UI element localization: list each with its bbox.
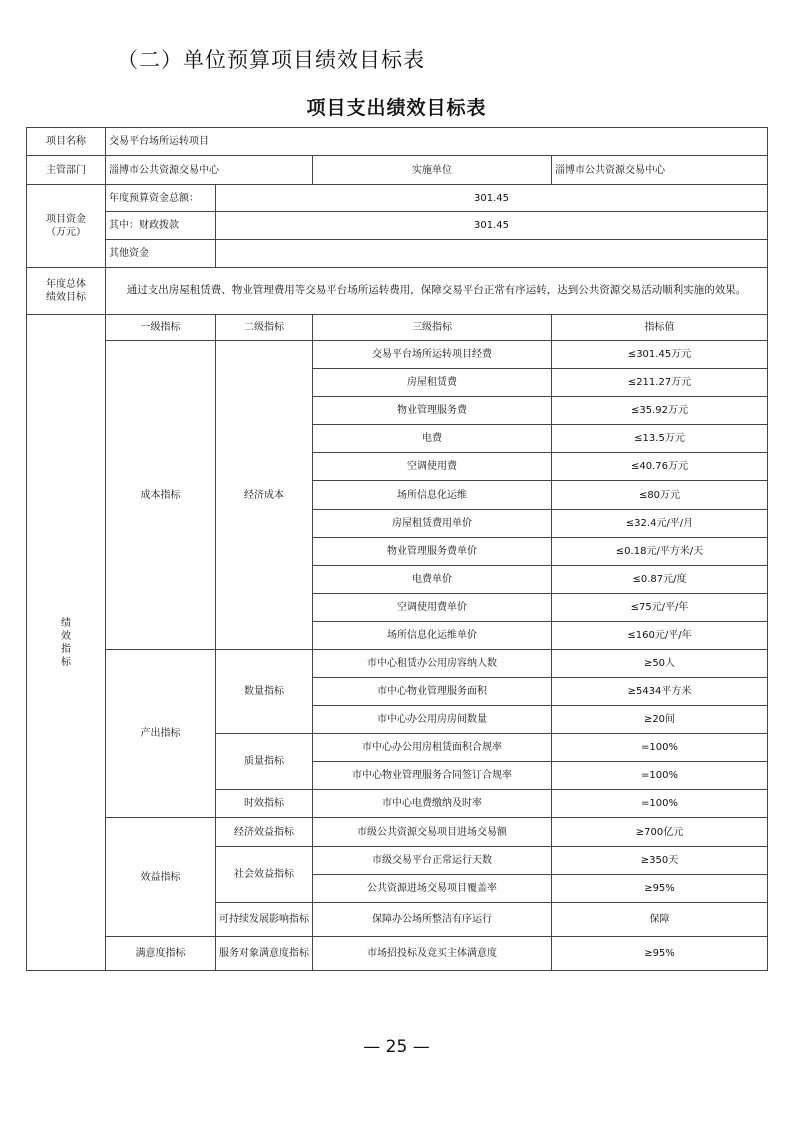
indicator-name: 市中心办公用房房间数量 bbox=[313, 706, 552, 734]
level1-satisfaction: 满意度指标 bbox=[106, 937, 216, 971]
level2-quantity: 数量指标 bbox=[216, 650, 313, 734]
department-label: 主管部门 bbox=[27, 156, 106, 185]
level2-quality: 质量指标 bbox=[216, 734, 313, 790]
page-number: — 25 — bbox=[363, 1037, 430, 1057]
annual-goal-label-line1: 年度总体 bbox=[46, 279, 86, 290]
indicator-value: ≤75元/平/年 bbox=[552, 594, 768, 622]
fiscal-allocation-label: 其中：财政拨款 bbox=[106, 212, 216, 240]
annual-total-label: 年度预算资金总额： bbox=[106, 185, 216, 212]
indicator-value: ≤160元/平/年 bbox=[552, 622, 768, 650]
level2-timeliness: 时效指标 bbox=[216, 790, 313, 818]
indicator-name: 交易平台场所运转项目经费 bbox=[313, 341, 552, 369]
indicator-value: ≤32.4元/平/月 bbox=[552, 510, 768, 538]
indicator-value: ≤301.45万元 bbox=[552, 341, 768, 369]
level2-service-satisfaction: 服务对象满意度指标 bbox=[216, 937, 313, 971]
indicator-name: 空调使用费单价 bbox=[313, 594, 552, 622]
level2-sustainable: 可持续发展影响指标 bbox=[216, 903, 313, 937]
indicator-value: ≥50人 bbox=[552, 650, 768, 678]
section-char: 标 bbox=[61, 656, 71, 668]
level1-output: 产出指标 bbox=[106, 650, 216, 818]
level1-cost: 成本指标 bbox=[106, 341, 216, 650]
project-funds-unit: （万元） bbox=[46, 227, 86, 238]
indicator-value: ≥700亿元 bbox=[552, 818, 768, 847]
project-funds-label bbox=[27, 185, 106, 268]
level2-economic-cost: 经济成本 bbox=[216, 341, 313, 650]
indicator-name: 电费 bbox=[313, 425, 552, 453]
section-char: 效 bbox=[61, 630, 71, 642]
other-funds-label: 其他资金 bbox=[106, 240, 216, 268]
indicator-value: ≤211.27万元 bbox=[552, 369, 768, 397]
section-char: 绩 bbox=[61, 617, 71, 629]
indicator-value: ≥95% bbox=[552, 875, 768, 903]
header-level1: 一级指标 bbox=[106, 315, 216, 341]
indicator-name: 市中心物业管理服务面积 bbox=[313, 678, 552, 706]
indicator-name: 场所信息化运维单价 bbox=[313, 622, 552, 650]
indicator-name: 公共资源进场交易项目覆盖率 bbox=[313, 875, 552, 903]
indicator-name: 保障办公场所整洁有序运行 bbox=[313, 903, 552, 937]
indicator-name: 市级公共资源交易项目进场交易额 bbox=[313, 818, 552, 847]
indicator-name: 市级交易平台正常运行天数 bbox=[313, 847, 552, 875]
header-value: 指标值 bbox=[552, 315, 768, 341]
indicator-value: ≤0.87元/度 bbox=[552, 566, 768, 594]
header-level2: 二级指标 bbox=[216, 315, 313, 341]
other-funds-value bbox=[216, 240, 768, 268]
indicator-value: ≥20间 bbox=[552, 706, 768, 734]
header-level3: 三级指标 bbox=[313, 315, 552, 341]
indicator-value: ≤13.5万元 bbox=[552, 425, 768, 453]
indicator-name: 市中心物业管理服务合同签订合规率 bbox=[313, 762, 552, 790]
section-char: 指 bbox=[61, 643, 71, 655]
implementing-unit-label: 实施单位 bbox=[313, 156, 552, 185]
indicator-value: =100% bbox=[552, 790, 768, 818]
annual-total-value: 301.45 bbox=[216, 185, 768, 212]
level2-social-benefit: 社会效益指标 bbox=[216, 847, 313, 903]
project-funds-label-text: 项目资金 bbox=[46, 214, 86, 225]
performance-target-table bbox=[26, 127, 768, 971]
table-title: 项目支出绩效目标表 bbox=[306, 97, 487, 119]
indicator-value: ≥5434平方米 bbox=[552, 678, 768, 706]
indicator-name: 市中心租赁办公用房容纳人数 bbox=[313, 650, 552, 678]
section-title: （二）单位预算项目绩效目标表 bbox=[117, 48, 425, 72]
indicator-value: 保障 bbox=[552, 903, 768, 937]
indicator-name: 物业管理服务费 bbox=[313, 397, 552, 425]
indicator-name: 场所信息化运维 bbox=[313, 481, 552, 510]
indicator-name: 市中心办公用房租赁面积合规率 bbox=[313, 734, 552, 762]
indicator-name: 空调使用费 bbox=[313, 453, 552, 481]
indicator-name: 市场招投标及竞买主体满意度 bbox=[313, 937, 552, 971]
indicator-name: 房屋租赁费用单价 bbox=[313, 510, 552, 538]
indicator-value: ≥95% bbox=[552, 937, 768, 971]
performance-indicator-section-label bbox=[27, 315, 106, 971]
indicator-value: ≥350天 bbox=[552, 847, 768, 875]
indicator-value: ≤80万元 bbox=[552, 481, 768, 510]
indicator-value: =100% bbox=[552, 762, 768, 790]
annual-goal-label-line2: 绩效目标 bbox=[46, 292, 86, 303]
indicator-name: 市中心电费缴纳及时率 bbox=[313, 790, 552, 818]
level1-benefit: 效益指标 bbox=[106, 818, 216, 937]
indicator-name: 物业管理服务费单价 bbox=[313, 538, 552, 566]
implementing-unit-value: 淄博市公共资源交易中心 bbox=[552, 156, 768, 185]
level2-economic-benefit: 经济效益指标 bbox=[216, 818, 313, 847]
annual-goal-label bbox=[27, 268, 106, 315]
indicator-name: 电费单价 bbox=[313, 566, 552, 594]
project-name-label: 项目名称 bbox=[27, 128, 106, 156]
indicator-name: 房屋租赁费 bbox=[313, 369, 552, 397]
project-name-value: 交易平台场所运转项目 bbox=[106, 128, 768, 156]
indicator-value: ≤0.18元/平方米/天 bbox=[552, 538, 768, 566]
fiscal-allocation-value: 301.45 bbox=[216, 212, 768, 240]
indicator-value: =100% bbox=[552, 734, 768, 762]
indicator-value: ≤40.76万元 bbox=[552, 453, 768, 481]
department-value: 淄博市公共资源交易中心 bbox=[106, 156, 313, 185]
indicator-value: ≤35.92万元 bbox=[552, 397, 768, 425]
annual-goal-text: 通过支出房屋租赁费、物业管理费用等交易平台场所运转费用，保障交易平台正常有序运转，达到公共资源交易活动顺利实施的效果。 bbox=[106, 268, 768, 315]
